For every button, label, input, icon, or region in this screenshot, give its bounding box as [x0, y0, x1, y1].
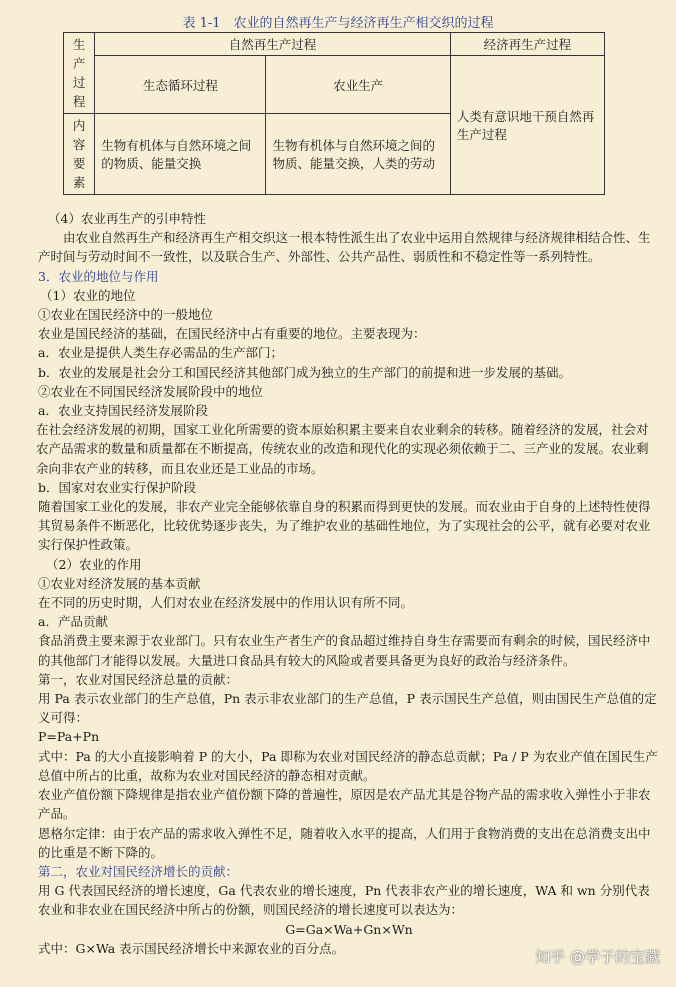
paragraph: 恩格尔定律：由于农产品的需求收入弹性不足，随着收入水平的提高，人们用于食物消费的支出在总消费支出中的比重是不断下降的。	[38, 825, 651, 860]
sub-heading: （1）农业的地位	[40, 287, 136, 303]
paragraph: 农业是国民经济的基础，在国民经济中占有重要的地位。主要表现为：	[38, 326, 426, 342]
list-item: a．农业支持国民经济发展阶段	[38, 403, 208, 419]
sub-heading: ①农业对经济发展的基本贡献	[38, 575, 201, 591]
row-head-process: 生产过程	[64, 33, 95, 114]
list-item: b．国家对农业实行保护阶段	[38, 479, 197, 495]
paragraph: 由农业自然再生产和经济再生产相交织这一根本特性派生出了农业中运用自然规律与经济规律相结合性、生产时间与劳动时间不一致性，以及联合生产、外部性、公共产品性、弱质性和不稳定性等一系列特性。	[38, 230, 651, 265]
row-head-content: 内容要素	[64, 114, 95, 195]
paragraph: 随着国家工业化的发展，非农产业完全能够依靠自身的积累而得到更快的发展。而农业由于自身的上述特性使得其贸易条件不断恶化，比较优势逐步丧失，为了维护农业的基础性地位，为了实现社会的公平，就有必要对农业实行保护性政策。	[38, 499, 651, 553]
economic-header: 经济再生产过程	[450, 33, 604, 56]
sub-heading: 第二，农业对国民经济增长的贡献：	[38, 863, 239, 879]
paragraph: 用 G 代表国民经济的增长速度，Ga 代表农业的增长速度，Pn 代表非农产业的增长速度，WA 和 wn 分别代表农业和非农业在国民经济中所占的份额，则国民经济的增长速度可以表达为：	[38, 883, 650, 918]
sub-heading: ①农业在国民经济中的一般地位	[38, 307, 214, 323]
formula: G=Ga×Wa+Gn×Wn	[285, 921, 413, 937]
paragraph: 式中：Pa 的大小直接影响着 P 的大小，Pa 即称为农业对国民经济的静态总贡献；Pa / P 为农业产值在国民生产总值中所占的比重，故称为农业对国民经济的静态相对贡献。	[38, 748, 658, 783]
paragraph: 在社会经济发展的初期，国家工业化所需要的资本原始积累主要来自农业剩余的转移。随着经济的发展，社会对农产品需求的数量和质量都在不断提高，传统农业的改造和现代化的实现必须依赖于二、三产业的发展。农业剩余向非农产业的转移，而且农业还是工业品的市场。	[36, 422, 649, 476]
watermark: 知乎 @学子的宝藏	[535, 948, 660, 966]
eco-content: 生物有机体与自然环境之间的物质、能量交换	[95, 114, 266, 195]
section-heading: （4）农业再生产的引申特性	[48, 211, 206, 226]
list-item: a．农业是提供人类生存必需品的生产部门；	[38, 345, 283, 361]
list-item: a．产品贡献	[38, 614, 108, 630]
natural-header: 自然再生产过程	[95, 33, 451, 56]
reproduction-table	[63, 32, 605, 195]
list-item: b．农业的发展是社会分工和国民经济其他部门成为独立的生产部门的前提和进一步发展的基础。	[38, 364, 572, 380]
agri-content: 生物有机体与自然环境之间的物质、能量交换，人类的劳动	[266, 114, 450, 195]
paragraph: 在不同的历史时期，人们对农业在经济发展中的作用认识有所不同。	[38, 595, 414, 611]
col-agri: 农业生产	[266, 56, 450, 114]
paragraph: 用 Pa 表示农业部门的生产总值，Pn 表示非农业部门的生产总值，P 表示国民生产总值，则由国民生产总值的定义可得：	[38, 691, 657, 726]
col-eco: 生态循环过程	[95, 56, 266, 114]
sub-heading: ②农业在不同国民经济发展阶段中的地位	[38, 383, 264, 399]
paragraph: 第一，农业对国民经济总量的贡献：	[38, 671, 239, 687]
paragraph: 食品消费主要来源于农业部门。只有农业生产者生产的食品超过维持自身生存需要而有剩余的时候，国民经济中的其他部门才能得以发展。大量进口食品具有较大的风险或者要具备更为良好的政治与经济条件。	[38, 633, 651, 668]
econ-content: 人类有意识地干预自然再生产过程	[450, 56, 604, 195]
formula: P=Pa+Pn	[38, 729, 100, 745]
sub-heading: （2）农业的作用	[46, 556, 142, 572]
section-heading: 3．农业的地位与作用	[38, 268, 159, 284]
paragraph: 农业产值份额下降规律是指农业产值份额下降的普遍性，原因是农产品尤其是谷物产品的需求收入弹性小于非农产品。	[38, 787, 651, 822]
body-text	[38, 209, 660, 958]
table-caption: 表 1-1 农业的自然再生产与经济再生产相交织的过程	[182, 16, 494, 31]
paragraph: 式中：G×Wa 表示国民经济增长中来源农业的百分点。	[38, 940, 345, 956]
